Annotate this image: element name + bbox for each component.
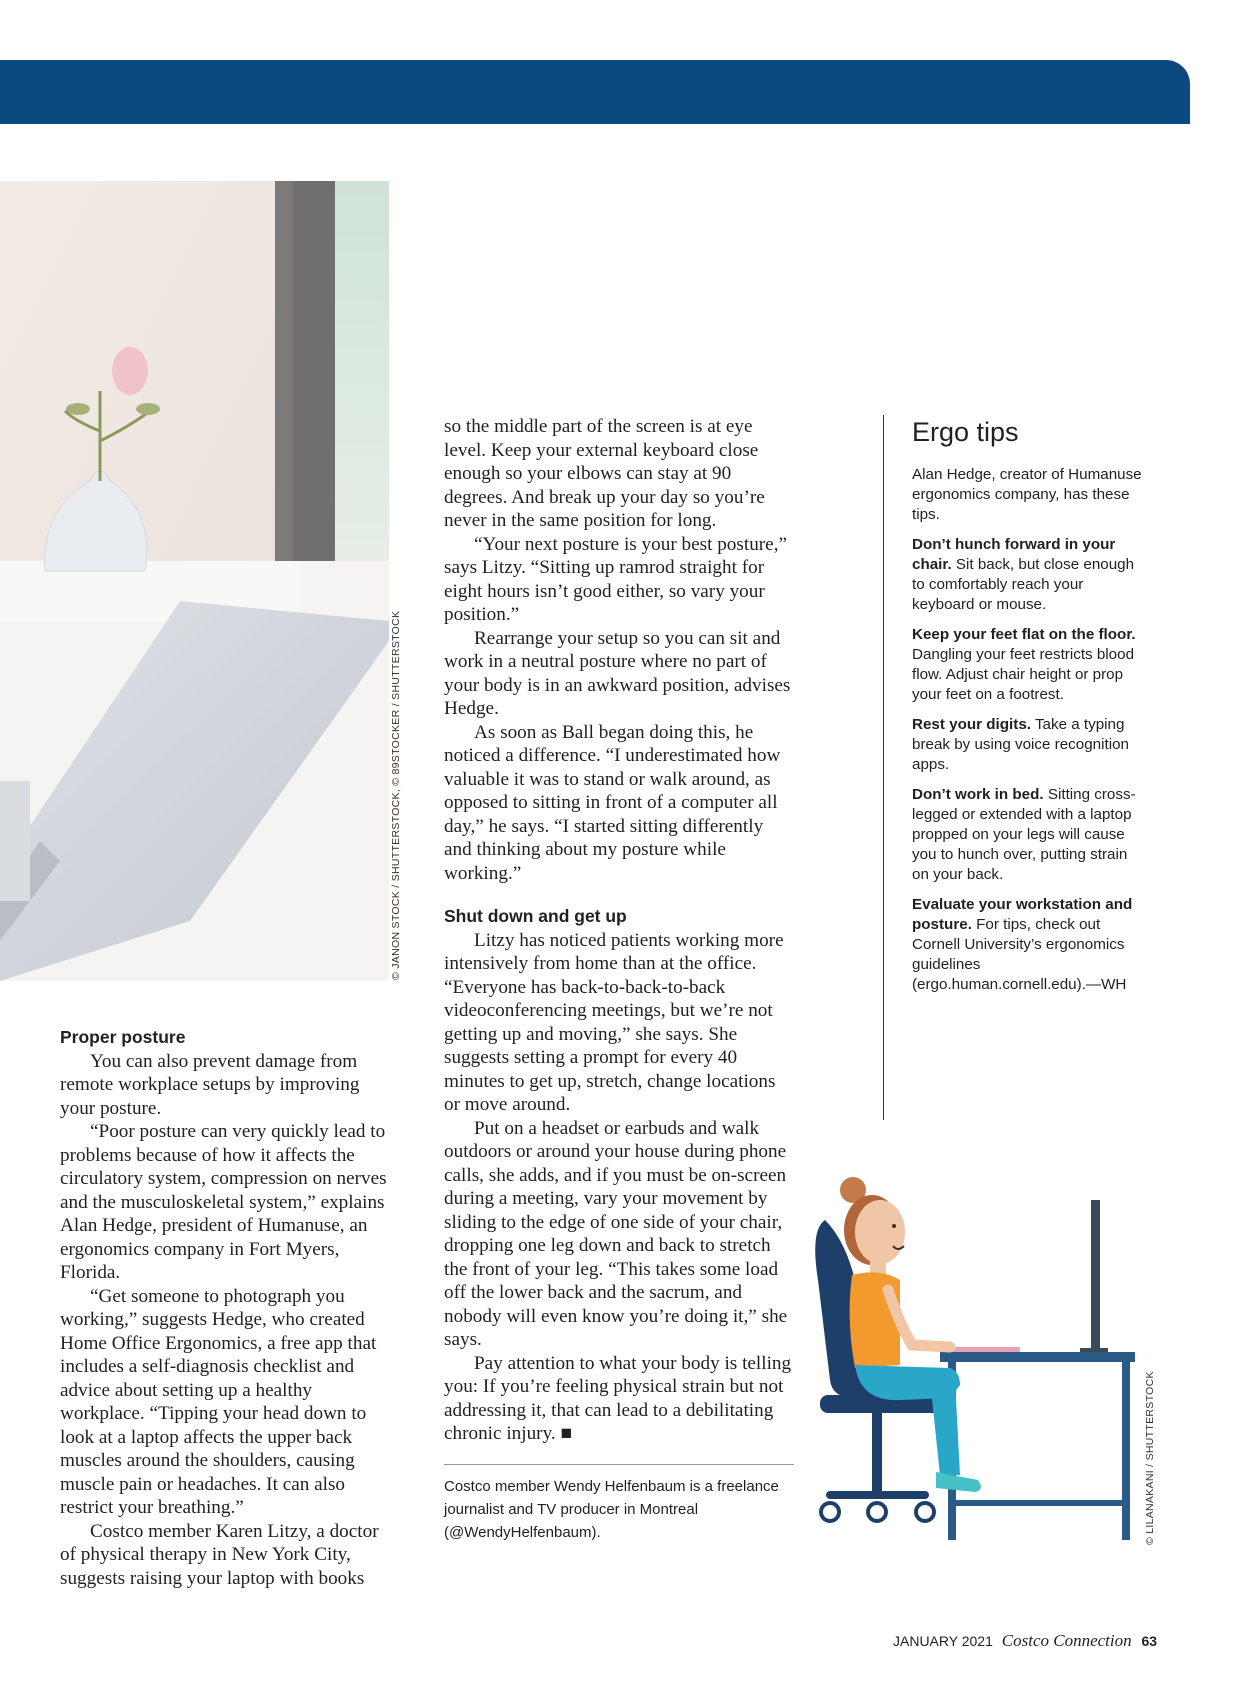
paragraph: Pay attention to what your body is telling you: If you’re feeling physical strain but not addressing it, that can lead to a debilitating chronic injury. ■ xyxy=(444,1352,792,1444)
section-heading-shut-down: Shut down and get up xyxy=(444,906,627,926)
tip-item xyxy=(912,715,1147,775)
column-2 xyxy=(444,415,794,1544)
tip-heading: Don’t work in bed. xyxy=(912,786,1044,803)
tip-text: Take a typing break by using voice recognition apps. xyxy=(912,716,1129,773)
tip-heading: Keep your feet flat on the floor. xyxy=(912,626,1136,643)
page-number: 63 xyxy=(1141,1633,1158,1649)
sidebar-intro: Alan Hedge, creator of Humanuse ergonomics company, has these tips. xyxy=(912,466,1142,523)
tip-text: Sitting cross-legged or extended with a laptop propped on your legs will cause you to hunch over, putting strain on your back. xyxy=(912,786,1136,883)
tip-heading: Rest your digits. xyxy=(912,716,1031,733)
photo-credit: © JANON STOCK / SHUTTERSTOCK, © 89STOCKER / SHUTTERSTOCK xyxy=(390,610,402,980)
section-heading-proper-posture: Proper posture xyxy=(60,1027,186,1047)
paragraph: “Your next posture is your best posture,” says Litzy. “Sitting up ramrod straight for eight hours isn’t good either, so vary your position.” xyxy=(444,533,788,625)
paragraph: You can also prevent damage from remote workplace setups by improving your posture. xyxy=(60,1050,360,1119)
column-1 xyxy=(60,1026,396,1590)
paragraph: As soon as Ball began doing this, he noticed a difference. “I underestimated how valuable it was to stand or walk around, as opposed to sitting in front of a computer all day,” he says. “I started sitting differently and thinking about my posture while working.” xyxy=(444,721,781,884)
paragraph: Rearrange your setup so you can sit and work in a neutral posture where no part of your body is in an awkward position, advises Hedge. xyxy=(444,627,791,719)
tip-item xyxy=(912,625,1147,705)
paragraph: Costco member Karen Litzy, a doctor of physical therapy in New York City, suggests raising your laptop with books xyxy=(60,1520,379,1589)
issue-date: JANUARY 2021 xyxy=(893,1633,993,1649)
ergonomic-desk-illustration xyxy=(800,1140,1160,1560)
header-banner xyxy=(0,60,1190,124)
paragraph: “Poor posture can very quickly lead to problems because of how it affects the circulatory system, compression on nerves and the musculoskeletal system,” explains Alan Hedge, president of Humanuse, an ergonomics company in Fort Myers, Florida. xyxy=(60,1121,387,1283)
tip-item xyxy=(912,535,1147,615)
tip-item xyxy=(912,895,1147,995)
laptop-photo xyxy=(0,181,389,981)
sidebar-title: Ergo tips xyxy=(912,417,1019,447)
tip-heading: Don’t hunch forward in your chair. xyxy=(912,536,1116,573)
paragraph: so the middle part of the screen is at eye level. Keep your external keyboard close enough so your elbows can stay at 90 degrees. And break up your day so you’re never in the same position for long. xyxy=(444,416,765,531)
paragraph: “Get someone to photograph you working,” suggests Hedge, who created Home Office Ergonomics, a free app that includes a self-diagnosis checklist and advice about setting up a healthy workplace. “Tipping your head down to look at a laptop affects the upper back muscles around the shoulders, causing muscle pain or headaches. It can also restrict your breathing.” xyxy=(60,1285,377,1518)
tip-text: Sit back, but close enough to comfortably reach your keyboard or mouse. xyxy=(912,556,1135,613)
page-footer xyxy=(893,1631,1157,1651)
illustration-credit: © LILANAKANI / SHUTTERSTOCK xyxy=(1144,1371,1156,1545)
paragraph: Put on a headset or earbuds and walk outdoors or around your house during phone calls, she adds, and if you must be on-screen during a meeting, vary your movement by sliding to the edge of one side of your chair, dropping one leg down and back to stretch the front of your leg. “This takes some load off the lower back and the sacrum, and nobody will even know you’re doing it,” she says. xyxy=(444,1117,788,1350)
paragraph: Litzy has noticed patients working more intensively from home than at the office. “Everyone has back-to-back-to-back videoconferencing meetings, but we’re not getting up and moving,” she says. She suggests setting a prompt for every 40 minutes to get up, stretch, change locations or move around. xyxy=(444,929,784,1115)
tip-heading: Evaluate your workstation and posture. xyxy=(912,896,1133,933)
tip-item xyxy=(912,785,1147,885)
magazine-name: Costco Connection xyxy=(1001,1631,1132,1650)
tip-text: For tips, check out Cornell University’s ergonomics guidelines (ergo.human.cornell.edu).—WH xyxy=(912,916,1127,993)
tip-text: Dangling your feet restricts blood flow. Adjust chair height or prop your feet on a footrest. xyxy=(912,646,1135,703)
ergo-tips-sidebar xyxy=(883,415,1147,1120)
author-bio: Costco member Wendy Helfenbaum is a freelance journalist and TV producer in Montreal (@WendyHelfenbaum). xyxy=(444,1464,794,1544)
